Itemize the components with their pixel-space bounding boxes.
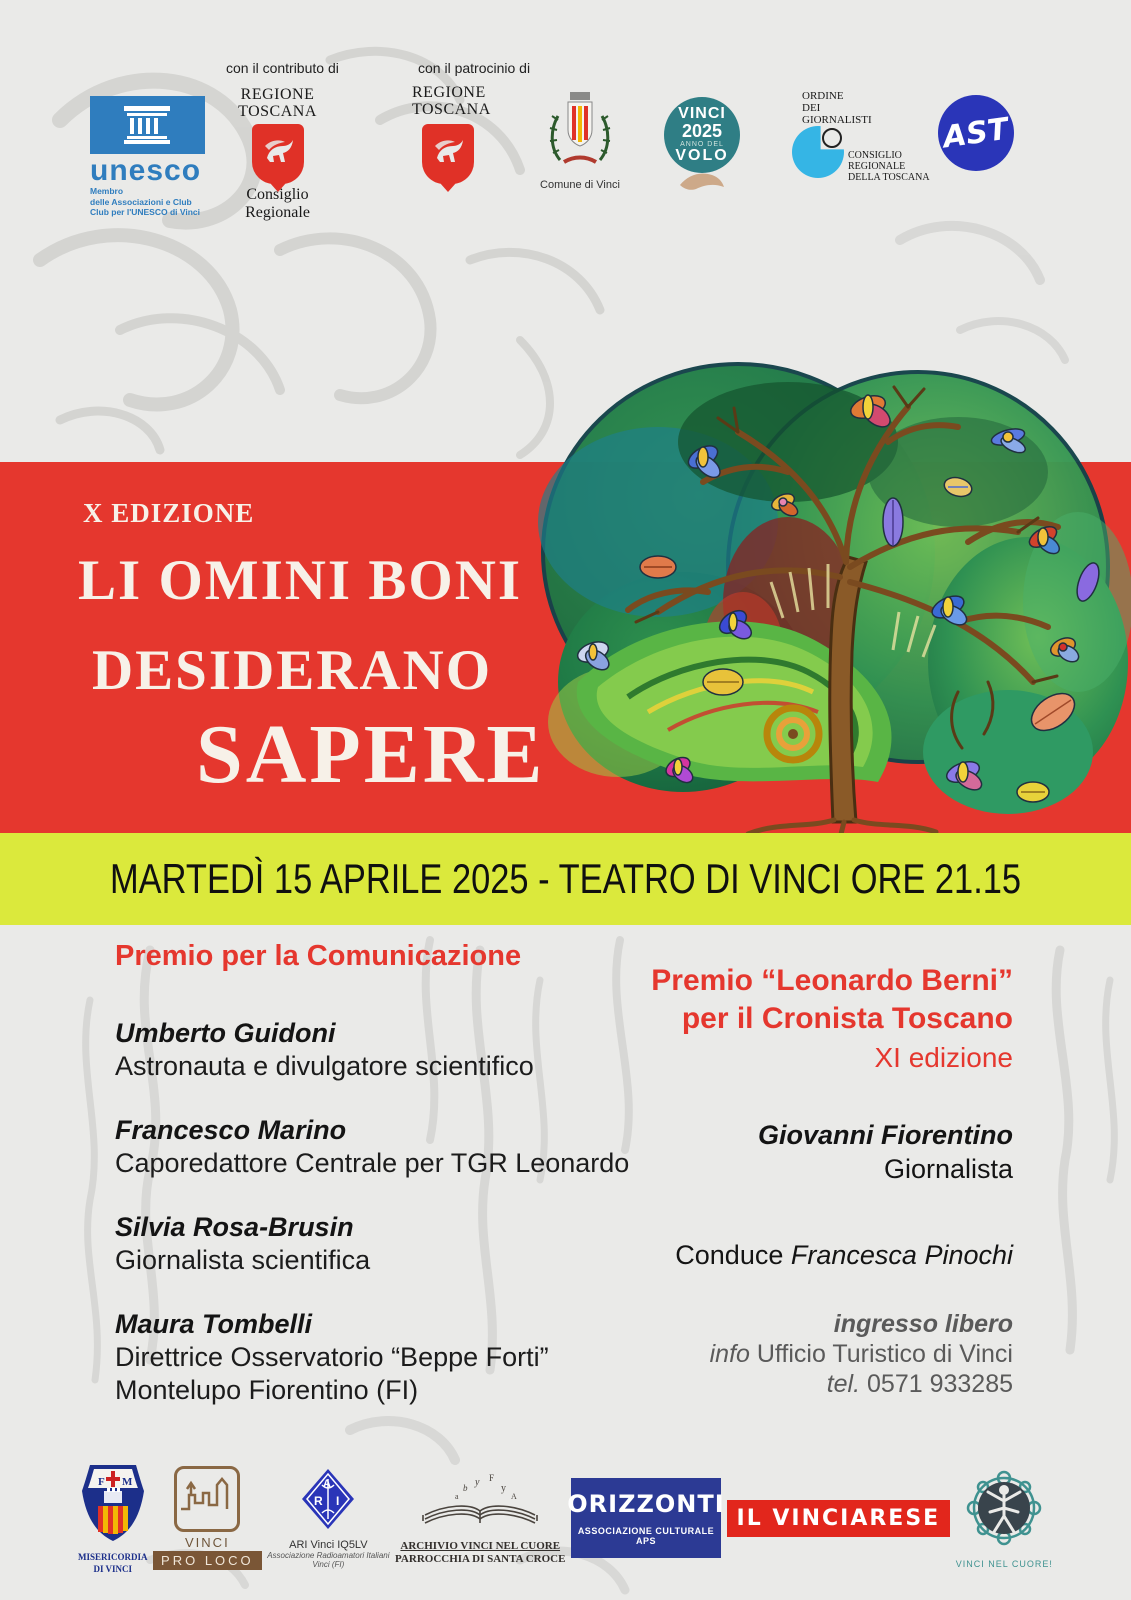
- comune-di-vinci-logo: [540, 90, 620, 191]
- person-name: Francesco Marino: [115, 1115, 347, 1145]
- edition-label: X EDIZIONE: [83, 498, 255, 528]
- vinci-2025-line4: VOLO: [675, 147, 729, 164]
- vinci-2025-line1: VINCI: [678, 105, 726, 122]
- info-tel: tel. 0571 933285: [826, 1370, 1013, 1398]
- conduce-name: Francesca Pinochi: [790, 1240, 1013, 1270]
- misericordia-caption2: DI VINCI: [93, 1563, 133, 1574]
- archivio-logo: [395, 1471, 565, 1566]
- ari-caption1: ARI Vinci IQ5LV: [289, 1539, 368, 1551]
- orizzonti-logo: [567, 1478, 725, 1558]
- premio-comunicazione-heading: Premio per la Comunicazione: [115, 940, 522, 972]
- odg-ring-icon: [822, 128, 842, 148]
- ari-diamond-icon: [296, 1467, 360, 1531]
- caption-contributo: con il contributo di: [226, 60, 339, 76]
- odg-line2: DEI: [802, 102, 821, 114]
- ast-logo: [938, 95, 1016, 173]
- orizzonti-box: [567, 1478, 725, 1558]
- ari-caption3: Vinci (FI): [312, 1560, 345, 1569]
- vinciarese-box: IL VINCIARESE: [727, 1500, 951, 1537]
- unesco-temple-icon: [90, 96, 205, 154]
- regione-subtitle: Consiglio Regionale: [245, 186, 310, 221]
- regione-crest-icon: [422, 124, 474, 184]
- person-maura-tombelli: [115, 1308, 635, 1407]
- brain-tree-illustration: [488, 352, 1131, 840]
- person-francesco-marino: [115, 1114, 635, 1180]
- vitruvian-icon: [962, 1468, 1046, 1552]
- archivio-caption2: PARROCCHIA DI SANTA CROCE: [395, 1552, 566, 1565]
- premio-berni-heading2: per il Cronista Toscano: [681, 1002, 1013, 1035]
- info-block: [593, 1309, 1013, 1399]
- regione-title: REGIONE TOSCANA: [238, 86, 317, 120]
- regione-title-line2: TOSCANA: [412, 101, 491, 118]
- svg-text:a: a: [455, 1491, 459, 1501]
- info-ufficio: info Ufficio Turistico di Vinci: [709, 1340, 1013, 1368]
- proloco-skyline-icon: [174, 1466, 240, 1532]
- caption-patrocinio: con il patrocinio di: [418, 60, 531, 76]
- ari-logo: [267, 1467, 389, 1569]
- ast-circle-icon: [938, 95, 1014, 171]
- person-name: Silvia Rosa-Brusin: [115, 1212, 354, 1242]
- person-silvia-rosa-brusin: [115, 1211, 635, 1277]
- svg-text:I: I: [336, 1494, 340, 1508]
- open-book-icon: [415, 1471, 545, 1535]
- svg-text:F: F: [489, 1472, 495, 1483]
- archivio-caption1: ARCHIVIO VINCI NEL CUORE: [400, 1539, 561, 1552]
- svg-text:M: M: [121, 1475, 133, 1488]
- person-role: Astronauta e divulgatore scientifico: [115, 1051, 534, 1081]
- vinci-nel-cuore-caption: VINCI NEL CUORE!: [955, 1558, 1053, 1569]
- svg-text:R: R: [314, 1494, 324, 1508]
- misericordia-caption1: MISERICORDIA: [78, 1551, 148, 1562]
- premio-berni-section: [593, 962, 1013, 1399]
- person-role: Caporedattore Centrale per TGR Leonardo: [115, 1148, 630, 1178]
- unesco-sub1: Membro: [90, 186, 124, 196]
- regione-title-line1: REGIONE: [412, 84, 486, 101]
- premio-comunicazione-section: [115, 940, 635, 1438]
- svg-text:y: y: [475, 1476, 480, 1488]
- vinci-2025-circle: [664, 97, 740, 173]
- title-line3: SAPERE: [196, 708, 546, 801]
- title-line1: LI OMINI BONI: [78, 549, 523, 612]
- svg-text:F: F: [97, 1475, 105, 1488]
- ordine-giornalisti-logo: [788, 90, 930, 183]
- svg-text:A: A: [323, 1478, 332, 1490]
- svg-text:y: y: [501, 1482, 507, 1494]
- premio-berni-edition: XI edizione: [874, 1042, 1013, 1073]
- person-name: Umberto Guidoni: [115, 1018, 336, 1048]
- person-name: Maura Tombelli: [115, 1309, 313, 1339]
- regione-toscana-contributo-logo: [215, 86, 340, 222]
- proloco-name: VINCI: [185, 1535, 230, 1550]
- title-line2: DESIDERANO: [92, 639, 493, 702]
- ast-wordmark: AST: [941, 111, 1011, 155]
- person-umberto-guidoni: [115, 1017, 635, 1083]
- unesco-wordmark: unesco: [90, 154, 202, 187]
- vinci-nel-cuore-logo: [956, 1468, 1053, 1569]
- svg-text:A: A: [511, 1491, 518, 1501]
- info-ingresso: ingresso libero: [833, 1310, 1013, 1338]
- svg-text:b: b: [463, 1482, 468, 1493]
- unesco-sub3: Club per l'UNESCO di Vinci: [90, 207, 201, 217]
- regione-toscana-patrocinio-logo: [412, 84, 522, 184]
- odg-sub1: CONSIGLIO REGIONALE: [848, 150, 906, 172]
- date-banner: [0, 833, 1131, 925]
- person-role: Giornalista: [883, 1154, 1013, 1184]
- regione-crest-icon: [252, 124, 304, 184]
- premio-berni-heading1: Premio “Leonardo Berni”: [651, 964, 1013, 997]
- comune-caption: Comune di Vinci: [540, 179, 620, 191]
- misericordia-shield-icon: [80, 1463, 146, 1545]
- unesco-sub2: delle Associazioni e Club: [90, 196, 192, 207]
- vinci-2025-logo: [664, 97, 744, 173]
- orizzonti-sub: ASSOCIAZIONE CULTURALE APS: [577, 1526, 715, 1546]
- odg-line3: GIORNALISTI: [802, 114, 872, 126]
- person-giovanni-fiorentino: Giovanni Fiorentino: [758, 1120, 1013, 1150]
- hand-sketch-icon: [678, 165, 726, 191]
- odg-line1: ORDINE: [802, 90, 844, 102]
- date-banner-text: MARTEDÌ 15 APRILE 2025 - TEATRO DI VINCI ORE 21.15: [109, 855, 1022, 902]
- vinci-2025-line2: 2025: [681, 121, 723, 141]
- odg-sub2: DELLA TOSCANA: [848, 172, 930, 183]
- conduce-label: Conduce: [675, 1240, 784, 1270]
- person-role2: Montelupo Fiorentino (FI): [115, 1375, 419, 1405]
- conduce-line: [593, 1240, 1013, 1271]
- footer-logo-row: [78, 1448, 1053, 1588]
- proloco-bar: PRO LOCO: [153, 1551, 262, 1570]
- vinciarese-logo: [727, 1500, 951, 1537]
- comune-crest-icon: [544, 90, 616, 174]
- person-role: Giornalista scientifica: [115, 1245, 371, 1275]
- misericordia-logo: [78, 1463, 148, 1574]
- person-role: Direttrice Osservatorio “Beppe Forti”: [115, 1342, 549, 1372]
- ari-caption2: Associazione Radioamatori Italiani: [267, 1551, 390, 1560]
- unesco-logo: [90, 96, 210, 218]
- vinci-2025-line3: ANNO DEL: [680, 141, 724, 148]
- proloco-logo: [153, 1466, 262, 1570]
- orizzonti-name: ORIZZONTI: [567, 1490, 725, 1518]
